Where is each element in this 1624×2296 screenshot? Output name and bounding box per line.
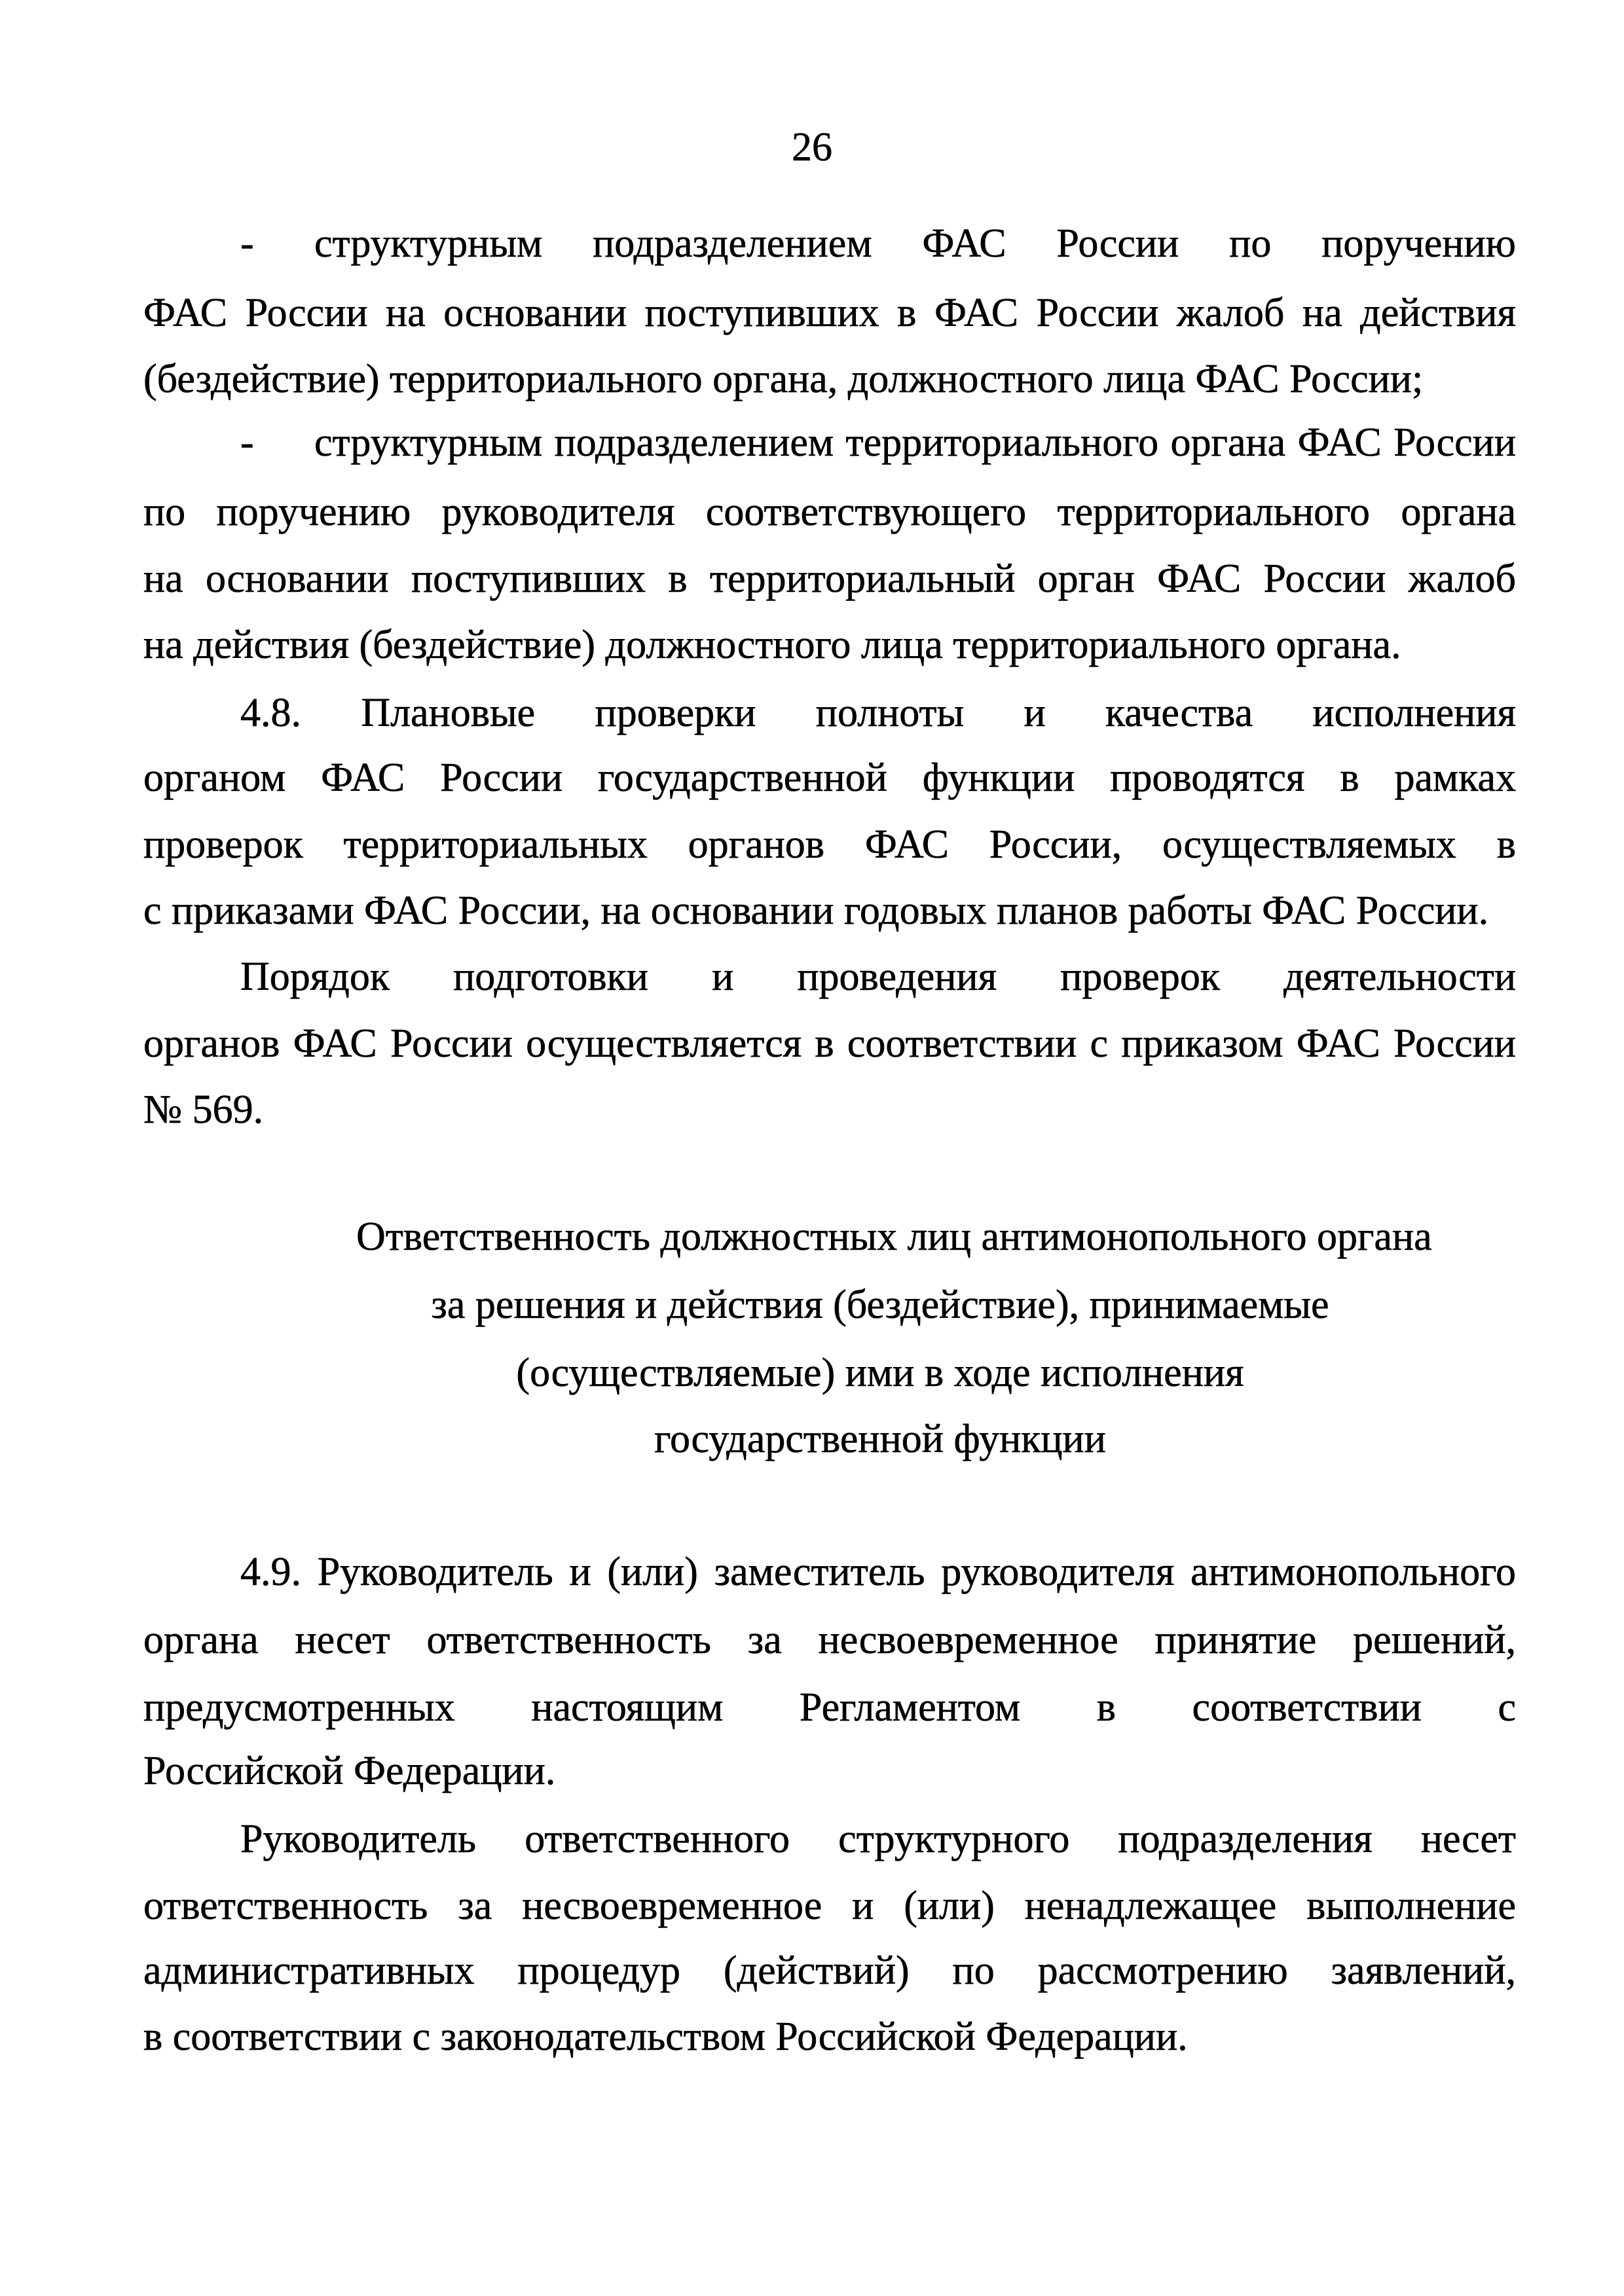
text-line: с приказами ФАС России, на основании годовых планов работы ФАС России. — [143, 888, 1489, 933]
text-line: № 569. — [143, 1087, 264, 1132]
list-dash: - — [240, 420, 254, 465]
text-line: ФАС России на основании поступивших в ФАС России жалоб на действия — [143, 291, 1516, 335]
text-line: Порядок подготовки и проведения проверок деятельности — [240, 955, 1516, 999]
text-line: структурным подразделением территориального органа ФАС России — [314, 420, 1516, 465]
text-line: Российской Федерации. — [143, 1749, 556, 1793]
text-line: 4.8. Плановые проверки полноты и качества исполнения — [240, 691, 1516, 735]
text-line: Руководитель ответственного структурного подразделения несет — [240, 1817, 1516, 1861]
text-line: административных процедур (действий) по рассмотрению заявлений, — [143, 1948, 1516, 1993]
text-line: органов ФАС России осуществляется в соответствии с приказом ФАС России — [143, 1021, 1516, 1066]
text-line: предусмотренных настоящим Регламентом в соответствии с — [143, 1685, 1516, 1730]
text-line: 4.9. Руководитель и (или) заместитель руководителя антимонопольного — [240, 1550, 1516, 1594]
text-line: (бездействие) территориального органа, должностного лица ФАС России; — [143, 357, 1424, 401]
text-line: структурным подразделением ФАС России по поручению — [314, 221, 1516, 266]
page-number: 26 — [792, 125, 832, 170]
section-heading: государственной функции — [654, 1417, 1106, 1461]
text-line: по поручению руководителя соответствующего территориального органа — [143, 490, 1516, 534]
text-line: органа несет ответственность за несвоевременное принятие решений, — [143, 1618, 1516, 1662]
text-line: в соответствии с законодательством Российской Федерации. — [143, 2014, 1188, 2059]
section-heading: (осуществляемые) ими в ходе исполнения — [516, 1351, 1244, 1395]
text-line: проверок территориальных органов ФАС России, осуществляемых в — [143, 822, 1516, 867]
text-line: органом ФАС России государственной функции проводятся в рамках — [143, 756, 1516, 800]
section-heading: Ответственность должностных лиц антимонопольного органа — [356, 1214, 1432, 1259]
text-line: ответственность за несвоевременное и (или) ненадлежащее выполнение — [143, 1884, 1516, 1928]
list-dash: - — [240, 221, 254, 266]
text-line: на действия (бездействие) должностного лица территориального органа. — [143, 623, 1401, 667]
section-heading: за решения и действия (бездействие), принимаемые — [431, 1283, 1329, 1327]
text-line: на основании поступивших в территориальный орган ФАС России жалоб — [143, 556, 1516, 601]
